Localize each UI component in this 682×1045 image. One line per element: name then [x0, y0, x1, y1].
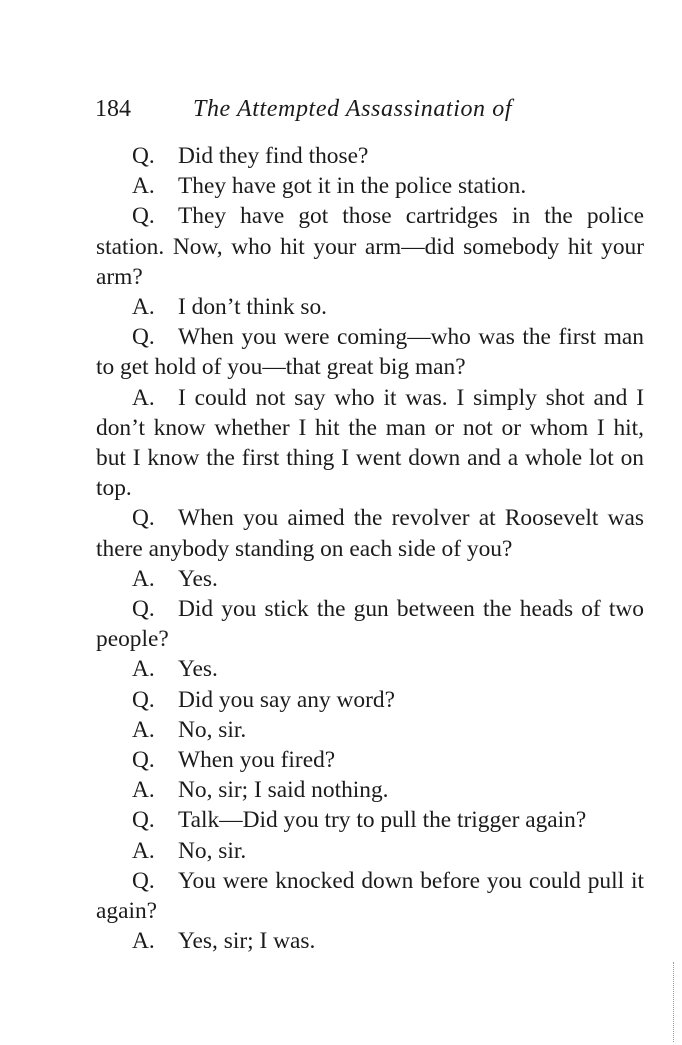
utterance-text: Yes.	[178, 656, 218, 683]
speaker-label: A.	[132, 777, 155, 804]
utterance-text: No, sir; I said nothing.	[178, 777, 389, 804]
speaker-label: Q.	[132, 807, 155, 834]
speaker-label: A.	[132, 384, 155, 411]
speaker-label: Q.	[132, 324, 155, 351]
transcript-paragraph	[96, 201, 644, 292]
transcript-paragraph	[96, 836, 644, 866]
speaker-label: Q.	[132, 596, 155, 623]
transcript-paragraph	[96, 866, 644, 926]
speaker-label: A.	[132, 294, 155, 321]
speaker-label: A.	[132, 716, 155, 743]
transcript-body	[96, 141, 644, 956]
transcript-paragraph	[96, 926, 644, 956]
speaker-label: Q.	[132, 505, 155, 532]
speaker-label: A.	[132, 173, 155, 200]
transcript-paragraph	[96, 654, 644, 684]
utterance-text: They have got it in the police station.	[178, 173, 527, 200]
transcript-paragraph	[96, 745, 644, 775]
speaker-label: Q.	[132, 867, 155, 894]
page-header	[95, 92, 655, 126]
transcript-paragraph	[96, 141, 644, 171]
speaker-label: Q.	[132, 686, 155, 713]
utterance-text: When you aimed the revolver at Roosevelt was there anybody standing on each side of you?	[96, 505, 644, 562]
transcript-paragraph	[96, 383, 644, 504]
transcript-paragraph	[96, 564, 644, 594]
transcript-paragraph	[96, 775, 644, 805]
transcript-paragraph	[96, 292, 644, 322]
transcript-paragraph	[96, 715, 644, 745]
utterance-text: Did you stick the gun between the heads of two people?	[96, 596, 644, 653]
speaker-label: Q.	[132, 203, 155, 230]
utterance-text: Yes.	[178, 565, 218, 592]
scan-edge-mark	[673, 962, 674, 1042]
utterance-text: Talk—Did you try to pull the trigger again?	[178, 807, 587, 834]
transcript-paragraph	[96, 594, 644, 654]
utterance-text: You were knocked down before you could pull it again?	[96, 867, 644, 925]
speaker-label: A.	[132, 928, 155, 955]
utterance-text: Yes, sir; I was.	[178, 928, 316, 955]
utterance-text: No, sir.	[178, 837, 247, 864]
transcript-paragraph	[96, 805, 644, 835]
utterance-text: When you fired?	[178, 747, 336, 774]
transcript-paragraph	[96, 322, 644, 382]
running-title: The Attempted Assassination of	[193, 96, 513, 122]
utterance-text: No, sir.	[178, 716, 247, 743]
speaker-label: A.	[132, 837, 155, 864]
speaker-label: A.	[132, 565, 155, 592]
utterance-text: They have got those cartridges in the police station. Now, who hit your arm—did somebody hit your arm?	[96, 203, 644, 290]
transcript-paragraph	[96, 503, 644, 563]
utterance-text: Did you say any word?	[178, 686, 395, 713]
utterance-text: I could not say who it was. I simply shot and I don’t know whether I hit the man or not or whom I hit, but I know the first thing I went down and a whole lot on top.	[96, 384, 644, 502]
page-number: 184	[95, 96, 131, 122]
speaker-label: Q.	[132, 143, 155, 169]
speaker-label: Q.	[132, 747, 155, 774]
speaker-label: A.	[132, 656, 155, 683]
utterance-text: Did they find those?	[178, 143, 369, 169]
transcript-paragraph	[96, 171, 644, 201]
transcript-paragraph	[96, 685, 644, 715]
utterance-text: When you were coming—who was the first man to get hold of you—that great big man?	[96, 324, 644, 381]
utterance-text: I don’t think so.	[178, 294, 328, 321]
